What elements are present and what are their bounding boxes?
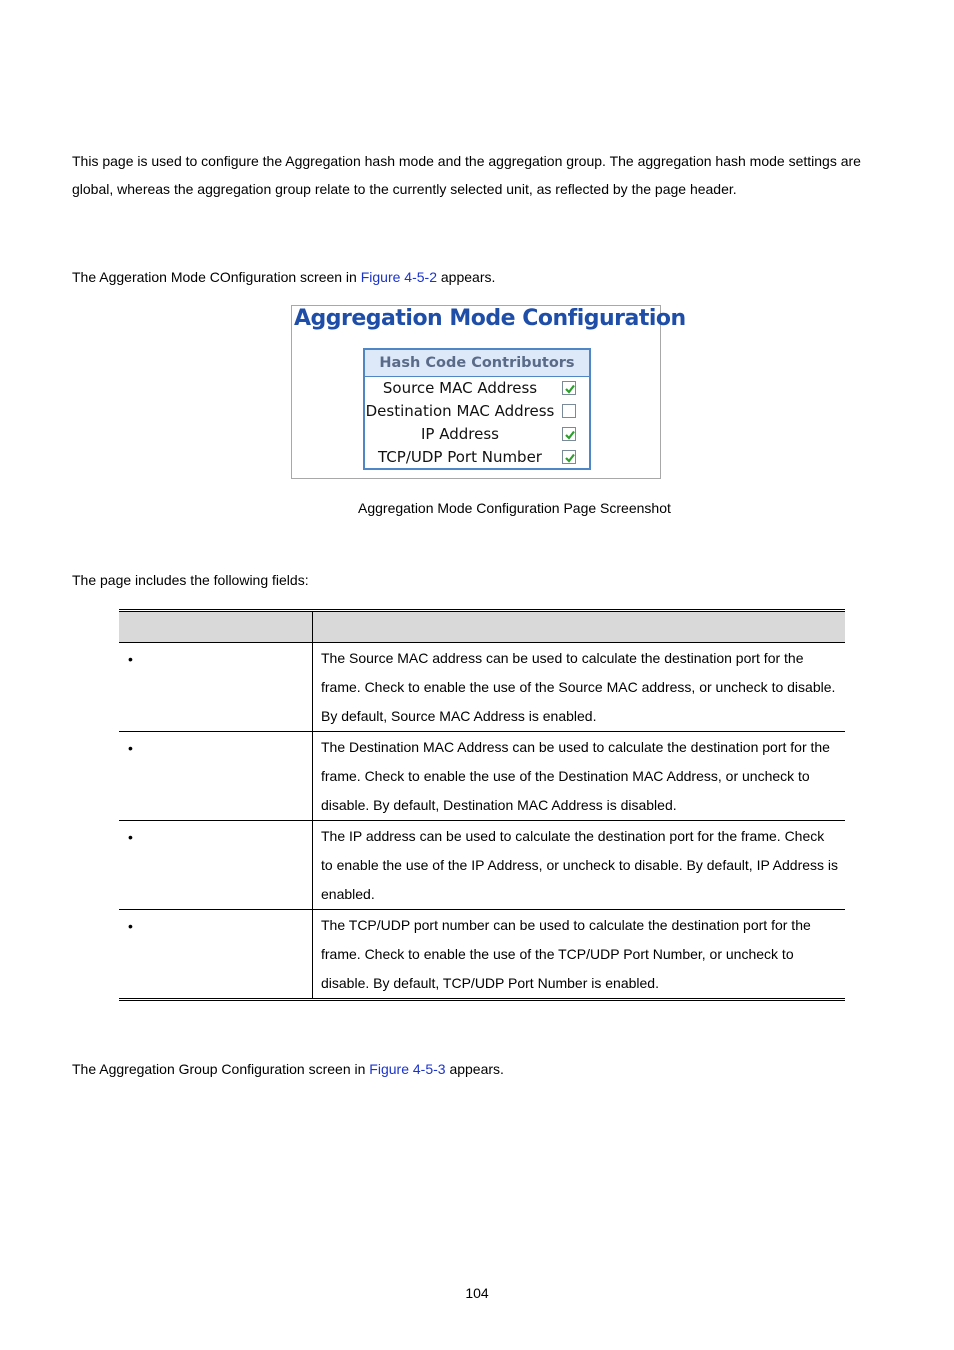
fields-table (119, 609, 845, 1001)
bullet: • (128, 740, 133, 756)
page-number: 104 (465, 1285, 489, 1301)
group-config-text-end: appears. (445, 1061, 504, 1077)
object-cell (119, 732, 313, 821)
object-cell (119, 821, 313, 910)
fields-intro: The page includes the following fields: (72, 572, 309, 588)
table-row (119, 821, 845, 910)
mode-config-paragraph (72, 263, 892, 291)
table-row (119, 732, 845, 821)
table-row (119, 910, 845, 1000)
checkmark-icon (563, 428, 577, 442)
description-text: The Source MAC address can be used to calculate the destination port for the frame. Check to enable the use of the Source MAC address, or uncheck to disable. By default, Source MAC Address is enabled. (321, 650, 836, 724)
mode-config-text: The Aggeration Mode COnfiguration screen in (72, 269, 361, 285)
intro-paragraph: This page is used to configure the Aggregation hash mode and the aggregation group. The aggregation hash mode settings are global, whereas the aggregation group relate to the currently selected unit, as reflected by the page header. (72, 153, 861, 197)
hash-row (365, 400, 589, 423)
hash-row-label: TCP/UDP Port Number (378, 448, 542, 466)
description-text: The Destination MAC Address can be used to calculate the destination port for the frame. Check to enable the use of the Destination MAC Address, or uncheck to disable. By default, Destination MAC Address is disabled. (321, 739, 830, 813)
hash-row-label: Destination MAC Address (365, 402, 555, 420)
group-config-text: The Aggregation Group Configuration screen in (72, 1061, 370, 1077)
checkmark-icon (563, 382, 577, 396)
object-cell (119, 643, 313, 732)
hash-row (365, 377, 589, 400)
bullet: • (128, 829, 133, 845)
header-description (313, 611, 846, 643)
description-text: The TCP/UDP port number can be used to calculate the destination port for the frame. Check to enable the use of the TCP/UDP Port Number, or uncheck to disable. By default, TCP/UDP Port Number is enabled. (321, 917, 811, 991)
screenshot-title: Aggregation Mode Configuration (294, 306, 686, 331)
aggregation-mode-screenshot (291, 305, 686, 479)
table-row (119, 643, 845, 732)
hash-row-checkbox[interactable] (562, 450, 576, 464)
hash-code-contributors-table (363, 348, 591, 470)
hash-row (365, 446, 589, 469)
hash-row-label: IP Address (421, 425, 499, 443)
hash-row-label: Source MAC Address (382, 379, 538, 397)
description-cell (313, 821, 846, 910)
figure-4-5-3-link[interactable]: Figure 4-5-3 (369, 1061, 446, 1077)
object-cell (119, 910, 313, 1000)
header-object (119, 611, 313, 643)
hash-row (365, 423, 589, 446)
bullet: • (128, 918, 133, 934)
hash-row-checkbox[interactable] (562, 427, 576, 441)
group-config-paragraph (72, 1055, 892, 1083)
mode-config-text-end: appears. (437, 269, 496, 285)
checkmark-icon (563, 451, 577, 465)
figure-4-5-2-link[interactable]: Figure 4-5-2 (360, 269, 437, 285)
fields-table-header (119, 611, 845, 643)
description-text: The IP address can be used to calculate the destination port for the frame. Check to enable the use of the IP Address, or uncheck to disable. By default, IP Address is enabled. (321, 828, 839, 902)
hash-row-checkbox[interactable] (562, 404, 576, 418)
bullet: • (128, 651, 133, 667)
description-cell (313, 732, 846, 821)
description-cell (313, 643, 846, 732)
hash-code-header: Hash Code Contributors (365, 350, 589, 377)
figure-caption: Aggregation Mode Configuration Page Screenshot (358, 500, 671, 516)
hash-row-checkbox[interactable] (562, 381, 576, 395)
description-cell (313, 910, 846, 1000)
